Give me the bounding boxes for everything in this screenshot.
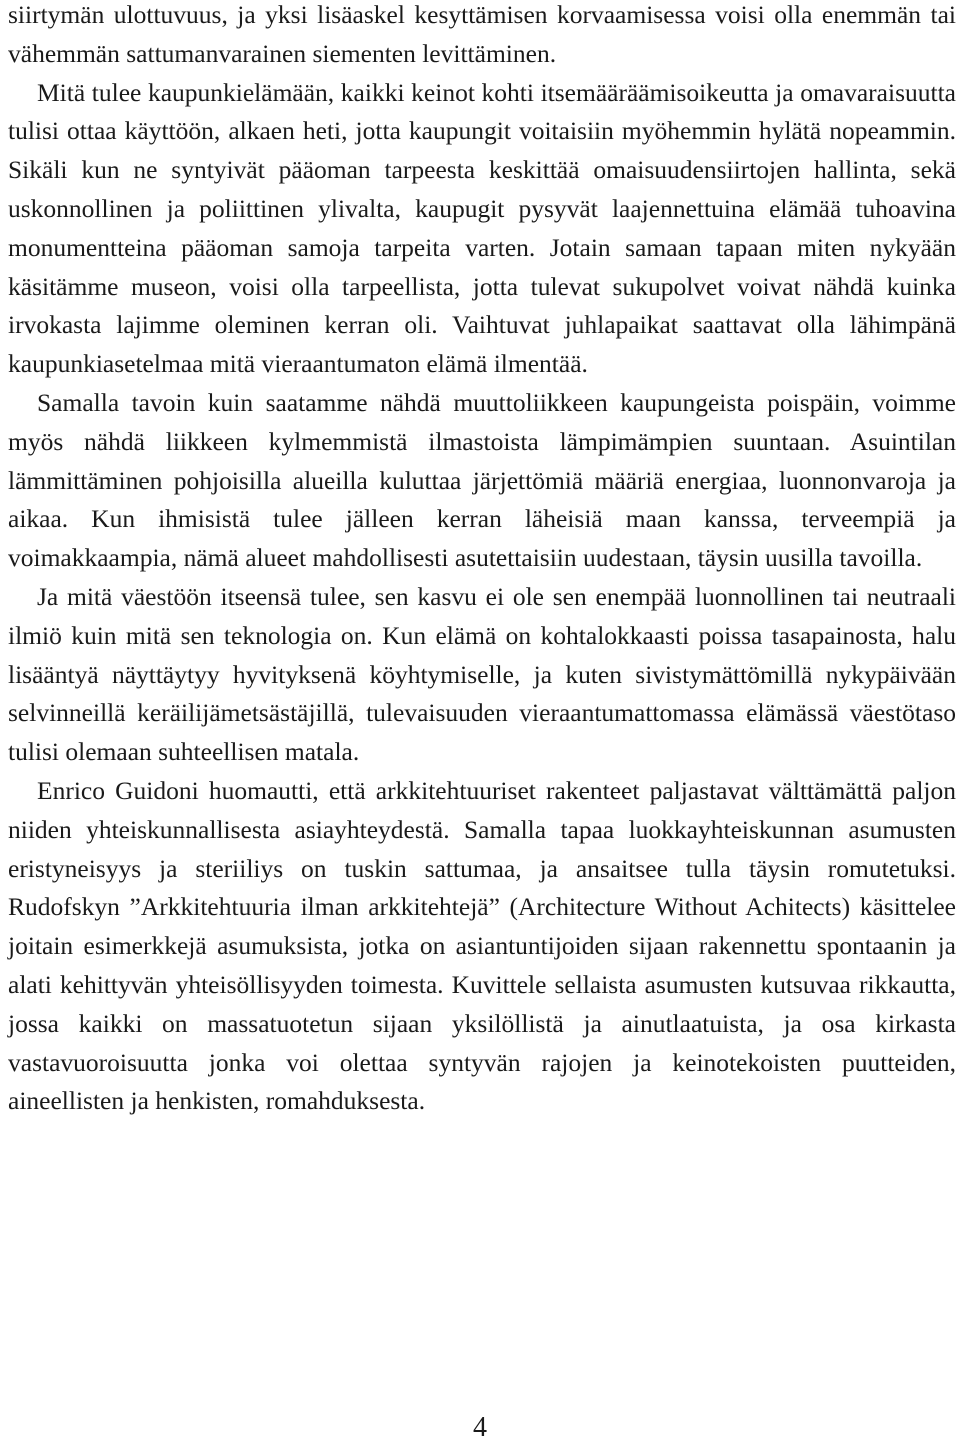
page-number: 4 bbox=[473, 1412, 487, 1443]
body-text bbox=[8, 0, 956, 1121]
paragraph-2: Mitä tulee kaupunkielämään, kaikki keinot kohti itsemääräämisoikeutta ja omavaraisuutta tulisi ottaa käyttöön, alkaen heti, jotta kaupungit voitaisiin myöhemmin hylätä nopeammin. Sikäli kun ne syntyivät pääoman tarpeesta keskittää omaisuudensiirtojen hallinta, sekä uskonnollinen ja poliittinen ylivalta, kaupugit pysyvät laajennettuina elämää tuhoavina monumentteina pääoman samoja tarpeita varten. Jotain samaan tapaan miten nykyään käsitämme museon, voisi olla tarpeellista, jotta tulevat sukupolvet voivat nähdä kuinka irvokasta lajimme oleminen kerran oli. Vaihtuvat juhlapaikat saattavat olla lähimpänä kaupunkiasetelmaa mitä vieraantumaton elämä ilmentää. bbox=[8, 77, 956, 379]
paragraph-4: Ja mitä väestöön itseensä tulee, sen kasvu ei ole sen enempää luonnollinen tai neutraali ilmiö kuin mitä sen teknologia on. Kun elämä on kohtalokkaasti poissa tasapainosta, halu lisääntyä näyttäytyy hyvityksenä köyhtymiselle, ja kuten sivistymättömillä nykypäivään selvinneillä keräilijämetsästäjillä, tulevaisuuden vieraantumattomassa elämässä väestötaso tulisi olemaan suhteellisen matala. bbox=[8, 581, 956, 767]
paragraph-3: Samalla tavoin kuin saatamme nähdä muuttoliikkeen kaupungeista poispäin, voimme myös nähdä liikkeen kylmemmistä ilmastoista lämpimämpien suuntaan. Asuintilan lämmittäminen pohjoisilla alueilla kuluttaa järjettömiä määriä energiaa, luonnonvaroja ja aikaa. Kun ihmisistä tulee jälleen kerran läheisiä maan kanssa, terveempiä ja voimakkaampia, nämä alueet mahdollisesti asutettaisiin uudestaan, täysin uusilla tavoilla. bbox=[8, 387, 956, 573]
paragraph-1: siirtymän ulottuvuus, ja yksi lisäaskel kesyttämisen korvaamisessa voisi olla enemmän tai vähemmän sattumanvarainen siementen levittäminen. bbox=[8, 0, 956, 68]
paragraph-5: Enrico Guidoni huomautti, että arkkitehtuuriset rakenteet paljastavat välttämättä paljon niiden yhteiskunnallisesta asiayhteydestä. Samalla tapaa luokkayhteiskunnan asumusten eristyneisyys ja steriiliys on tuskin sattumaa, ja ansaitsee tulla täysin romutetuksi. Rudofskyn ”Arkkitehtuuria ilman arkkitehtejä” (Architecture Without Achitects) käsittelee joitain esimerkkejä asumuksista, jotka on asiantuntijoiden sijaan rakennettu spontaanin ja alati kehittyvän yhteisöllisyyden toimesta. Kuvittele sellaista asumusten kutsuvaa rikkautta, jossa kaikki on massatuotetun sijaan yksilöllistä ja ainutlaatuista, ja osa kirkasta vastavuoroisuutta jonka voi olettaa syntyvän rajojen ja keinotekoisten puutteiden, aineellisten ja henkisten, romahduksesta. bbox=[8, 775, 956, 1116]
